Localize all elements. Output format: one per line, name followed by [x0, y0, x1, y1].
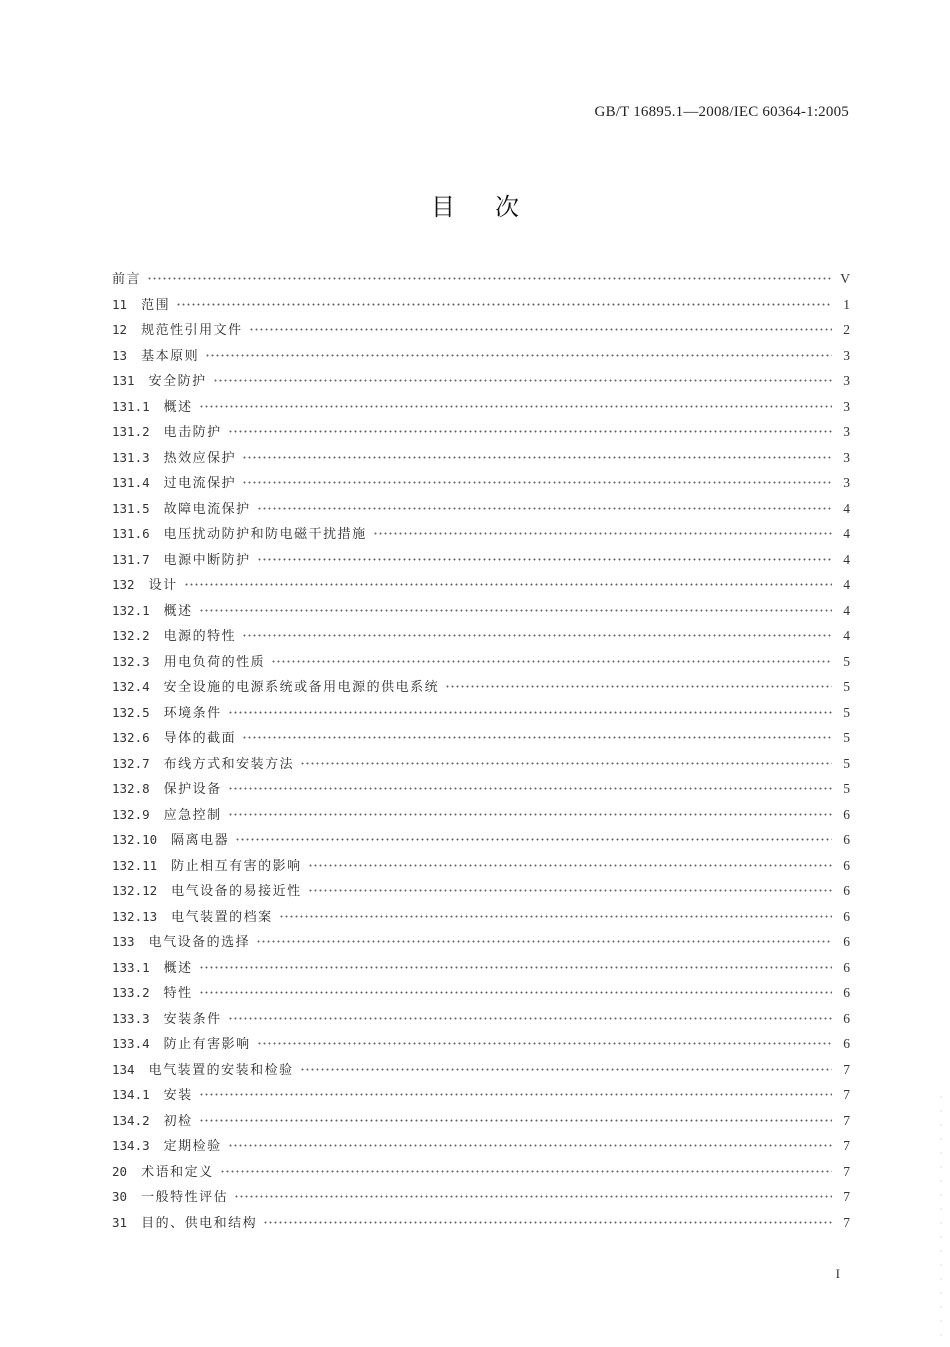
toc-leader-dots [176, 303, 832, 306]
toc-entry[interactable] [112, 955, 850, 981]
toc-leader-dots [235, 838, 832, 841]
toc-leader-dots [199, 1093, 832, 1096]
toc-entry-number: 131.4 [112, 475, 150, 490]
toc-entry-page: 6 [843, 959, 850, 975]
toc-entry-title: 电气装置的档案 [171, 909, 273, 925]
toc-leader-dots [213, 379, 832, 382]
toc-entry-title: 概述 [163, 960, 193, 976]
toc-entry[interactable] [112, 725, 850, 751]
toc-entry-title: 防止有害影响 [163, 1037, 251, 1052]
toc-entry-title: 故障电流保护 [163, 501, 251, 517]
toc-leader-dots [220, 1170, 832, 1173]
toc-entry-number: 13 [112, 347, 128, 363]
toc-leader-dots [205, 354, 832, 357]
toc-entry[interactable] [112, 1133, 850, 1159]
toc-entry-page: 3 [843, 449, 850, 465]
toc-entry-title: 一般特性评估 [141, 1190, 229, 1205]
toc-entry-title: 安装 [163, 1088, 193, 1103]
toc-leader-dots [257, 507, 832, 510]
toc-entry-number: 31 [112, 1214, 128, 1230]
toc-leader-dots [300, 1068, 832, 1071]
toc-entry[interactable] [112, 292, 850, 318]
toc-entry-title: 规范性引用文件 [141, 323, 243, 338]
toc-entry-number: 131.1 [112, 398, 150, 414]
toc-entry-page: 6 [843, 985, 850, 1000]
toc-entry-title: 应急控制 [163, 807, 222, 823]
toc-entry-title: 概述 [163, 603, 193, 619]
toc-entry[interactable] [112, 878, 850, 904]
toc-entry-page: 4 [843, 551, 850, 567]
toc-entry-number: 134 [112, 1061, 135, 1077]
toc-entry-title: 特性 [163, 986, 193, 1001]
toc-entry-number: 131.5 [112, 500, 150, 516]
toc-entry-title: 电气装置的安装和检验 [148, 1062, 294, 1078]
toc-entry[interactable] [112, 317, 850, 343]
toc-leader-dots [257, 1042, 832, 1045]
toc-leader-dots [228, 711, 832, 714]
toc-entry-number: 131.7 [112, 551, 150, 567]
toc-entry-title: 安全设施的电源系统或备用电源的供电系统 [163, 680, 440, 695]
toc-entry-title: 安全防护 [148, 374, 207, 389]
toc-entry[interactable] [112, 623, 850, 649]
toc-entry[interactable] [112, 343, 850, 369]
toc-entry-number: 131 [112, 373, 135, 388]
toc-entry-number: 132.2 [112, 628, 150, 643]
toc-leader-dots [256, 940, 832, 943]
toc-entry-number: 30 [112, 1189, 128, 1204]
toc-entry-page: 4 [843, 526, 850, 541]
toc-entry[interactable] [112, 368, 850, 394]
toc-leader-dots [199, 991, 832, 994]
toc-entry-title: 初检 [163, 1113, 193, 1129]
toc-entry[interactable] [112, 547, 850, 573]
toc-entry[interactable] [112, 776, 850, 802]
toc-entry-page: 6 [843, 1010, 850, 1026]
toc-entry-number: 132.12 [112, 883, 158, 898]
toc-leader-dots [234, 1195, 832, 1198]
toc-entry-number: 132.5 [112, 704, 150, 720]
toc-entry[interactable] [112, 1159, 850, 1185]
toc-entry-title: 环境条件 [163, 705, 222, 721]
toc-entry[interactable] [112, 802, 850, 828]
toc-entry[interactable] [112, 1184, 850, 1210]
toc-entry-page: 7 [843, 1061, 850, 1077]
toc-entry-number: 132.9 [112, 806, 150, 822]
toc-entry-number: 131.3 [112, 449, 150, 465]
toc-entry-page: 6 [843, 806, 850, 822]
toc-entry-title: 隔离电器 [171, 833, 230, 848]
toc-entry-number: 134.1 [112, 1087, 150, 1102]
toc-entry-title: 布线方式和安装方法 [163, 756, 295, 772]
toc-entry-title: 热效应保护 [163, 450, 237, 466]
toc-leader-dots [249, 328, 832, 331]
toc-entry-title: 导体的截面 [163, 731, 237, 746]
toc-entry-title: 电压扰动防护和防电磁干扰措施 [163, 527, 367, 542]
toc-entry[interactable] [112, 496, 850, 522]
toc-entry-page: 6 [843, 908, 850, 924]
toc-leader-dots [242, 456, 832, 459]
toc-entry[interactable] [112, 470, 850, 496]
toc-entry-number: 131.2 [112, 424, 150, 439]
toc-entry-number: 133.3 [112, 1010, 150, 1026]
toc-entry-number: 134.2 [112, 1112, 150, 1128]
toc-entry[interactable] [112, 1082, 850, 1108]
toc-entry-number: 132.3 [112, 653, 150, 669]
toc-entry-page: 7 [843, 1112, 850, 1128]
toc-entry[interactable] [112, 521, 850, 547]
toc-entry-number: 12 [112, 322, 128, 337]
toc-leader-dots [199, 405, 832, 408]
toc-entry[interactable] [112, 827, 850, 853]
toc-entry-page: V [840, 271, 850, 286]
toc-leader-dots [228, 1144, 832, 1147]
toc-entry-number: 133.1 [112, 959, 150, 975]
toc-leader-dots [199, 1119, 832, 1122]
toc-entry-page: 3 [843, 398, 850, 414]
scan-edge-artifact [940, 1090, 942, 1340]
toc-leader-dots [228, 430, 832, 433]
toc-leader-dots [373, 532, 832, 535]
toc-leader-dots [228, 787, 832, 790]
toc-entry-number: 132.8 [112, 781, 150, 796]
toc-entry-page: 3 [843, 475, 850, 490]
toc-leader-dots [445, 685, 832, 688]
toc-entry[interactable] [112, 751, 850, 777]
toc-entry-number: 133 [112, 934, 135, 949]
toc-entry-number: 133.4 [112, 1036, 150, 1051]
toc-leader-dots [199, 609, 832, 612]
toc-entry[interactable] [112, 904, 850, 930]
toc-entry-page: 7 [843, 1163, 850, 1179]
toc-entry-number: 11 [112, 296, 128, 312]
toc-entry-title: 电气设备的易接近性 [171, 884, 302, 899]
toc-entry-page: 4 [843, 628, 850, 643]
toc-entry-number: 132.13 [112, 908, 158, 924]
toc-entry[interactable] [112, 1006, 850, 1032]
toc-entry-page: 4 [843, 602, 850, 618]
toc-entry[interactable] [112, 419, 850, 445]
toc-entry[interactable] [112, 649, 850, 675]
toc-entry[interactable] [112, 1108, 850, 1134]
toc-entry-title: 定期检验 [163, 1139, 222, 1154]
toc-entry[interactable] [112, 445, 850, 471]
page-number: I [835, 1266, 840, 1281]
toc-entry-number: 132.10 [112, 832, 158, 847]
toc-leader-dots [228, 1017, 832, 1020]
toc-entry-page: 7 [843, 1214, 850, 1230]
toc-entry-page: 7 [843, 1189, 850, 1204]
toc-leader-dots [308, 889, 832, 892]
toc-entry-title: 防止相互有害的影响 [171, 858, 302, 874]
toc-entry-title: 设计 [148, 578, 178, 593]
toc-entry-page: 5 [843, 679, 850, 694]
toc-entry-page: 2 [843, 322, 850, 337]
toc-entry-title: 电击防护 [163, 425, 222, 440]
toc-entry-title: 范围 [141, 297, 171, 313]
toc-entry-number: 20 [112, 1163, 128, 1179]
toc-entry-number: 133.2 [112, 985, 150, 1000]
toc-entry[interactable] [112, 674, 850, 700]
toc-entry-page: 3 [843, 347, 850, 363]
toc-leader-dots [199, 966, 832, 969]
standard-code-header: GB/T 16895.1—2008/IEC 60364-1:2005 [594, 104, 849, 120]
toc-entry-page: 5 [843, 653, 850, 669]
toc-entry-page: 3 [843, 373, 850, 388]
toc-leader-dots [308, 864, 832, 867]
toc-entry-page: 6 [843, 1036, 850, 1051]
toc-entry-number: 132.4 [112, 679, 150, 694]
toc-leader-dots [257, 558, 832, 561]
toc-entry-page: 1 [843, 296, 850, 312]
toc-entry[interactable] [112, 266, 850, 292]
toc-entry-title: 电源中断防护 [163, 552, 251, 568]
page-title: 目次 [431, 193, 559, 221]
toc-entry-page: 6 [843, 883, 850, 898]
toc-leader-dots [147, 277, 832, 280]
toc-leader-dots [242, 736, 832, 739]
toc-entry-title: 过电流保护 [163, 476, 237, 491]
toc-entry[interactable] [112, 980, 850, 1006]
toc-leader-dots [300, 762, 832, 765]
toc-entry-page: 6 [843, 857, 850, 873]
toc-entry-title: 目的、供电和结构 [141, 1215, 258, 1231]
toc-leader-dots [228, 813, 832, 816]
toc-entry-title: 用电负荷的性质 [163, 654, 266, 670]
toc-entry[interactable] [112, 598, 850, 624]
toc-entry[interactable] [112, 394, 850, 420]
toc-entry[interactable] [112, 1031, 850, 1057]
toc-entry[interactable] [112, 1210, 850, 1236]
toc-entry-number: 132 [112, 577, 135, 592]
toc-entry-number: 132.7 [112, 755, 150, 771]
toc-entry-number: 132.11 [112, 857, 158, 873]
toc-entry-title: 基本原则 [141, 348, 200, 364]
toc-entry[interactable] [112, 1057, 850, 1083]
toc-entry[interactable] [112, 700, 850, 726]
toc-leader-dots [279, 915, 832, 918]
toc-entry-title: 安装条件 [163, 1011, 222, 1027]
toc-entry-page: 7 [843, 1138, 850, 1153]
toc-leader-dots [184, 583, 832, 586]
toc-entry-page: 4 [843, 577, 850, 592]
toc-entry-number: 132.1 [112, 602, 150, 618]
toc-leader-dots [271, 660, 832, 663]
toc-entry-page: 4 [843, 500, 850, 516]
toc-entry[interactable] [112, 572, 850, 598]
toc-entry-number: 134.3 [112, 1138, 150, 1153]
toc-entry-page: 7 [843, 1087, 850, 1102]
toc-entry-number: 132.6 [112, 730, 150, 745]
toc-entry[interactable] [112, 853, 850, 879]
toc-entry-title: 保护设备 [163, 782, 222, 797]
toc-entry-page: 5 [843, 781, 850, 796]
toc-leader-dots [263, 1221, 832, 1224]
toc-entry-page: 5 [843, 755, 850, 771]
toc-entry-page: 6 [843, 934, 850, 949]
toc-entry-page: 3 [843, 424, 850, 439]
toc-entry-number: 131.6 [112, 526, 150, 541]
toc-entry-title: 电源的特性 [163, 629, 237, 644]
toc-entry-title: 概述 [163, 399, 193, 415]
toc-leader-dots [242, 481, 832, 484]
toc-entry-page: 5 [843, 704, 850, 720]
toc-entry-page: 6 [843, 832, 850, 847]
toc-entry-title: 电气设备的选择 [148, 935, 251, 950]
toc-entry-page: 5 [843, 730, 850, 745]
table-of-contents [112, 266, 850, 1235]
toc-leader-dots [242, 634, 832, 637]
toc-entry-title: 术语和定义 [141, 1164, 214, 1180]
toc-entry[interactable] [112, 929, 850, 955]
toc-entry-title: 前言 [112, 272, 142, 287]
